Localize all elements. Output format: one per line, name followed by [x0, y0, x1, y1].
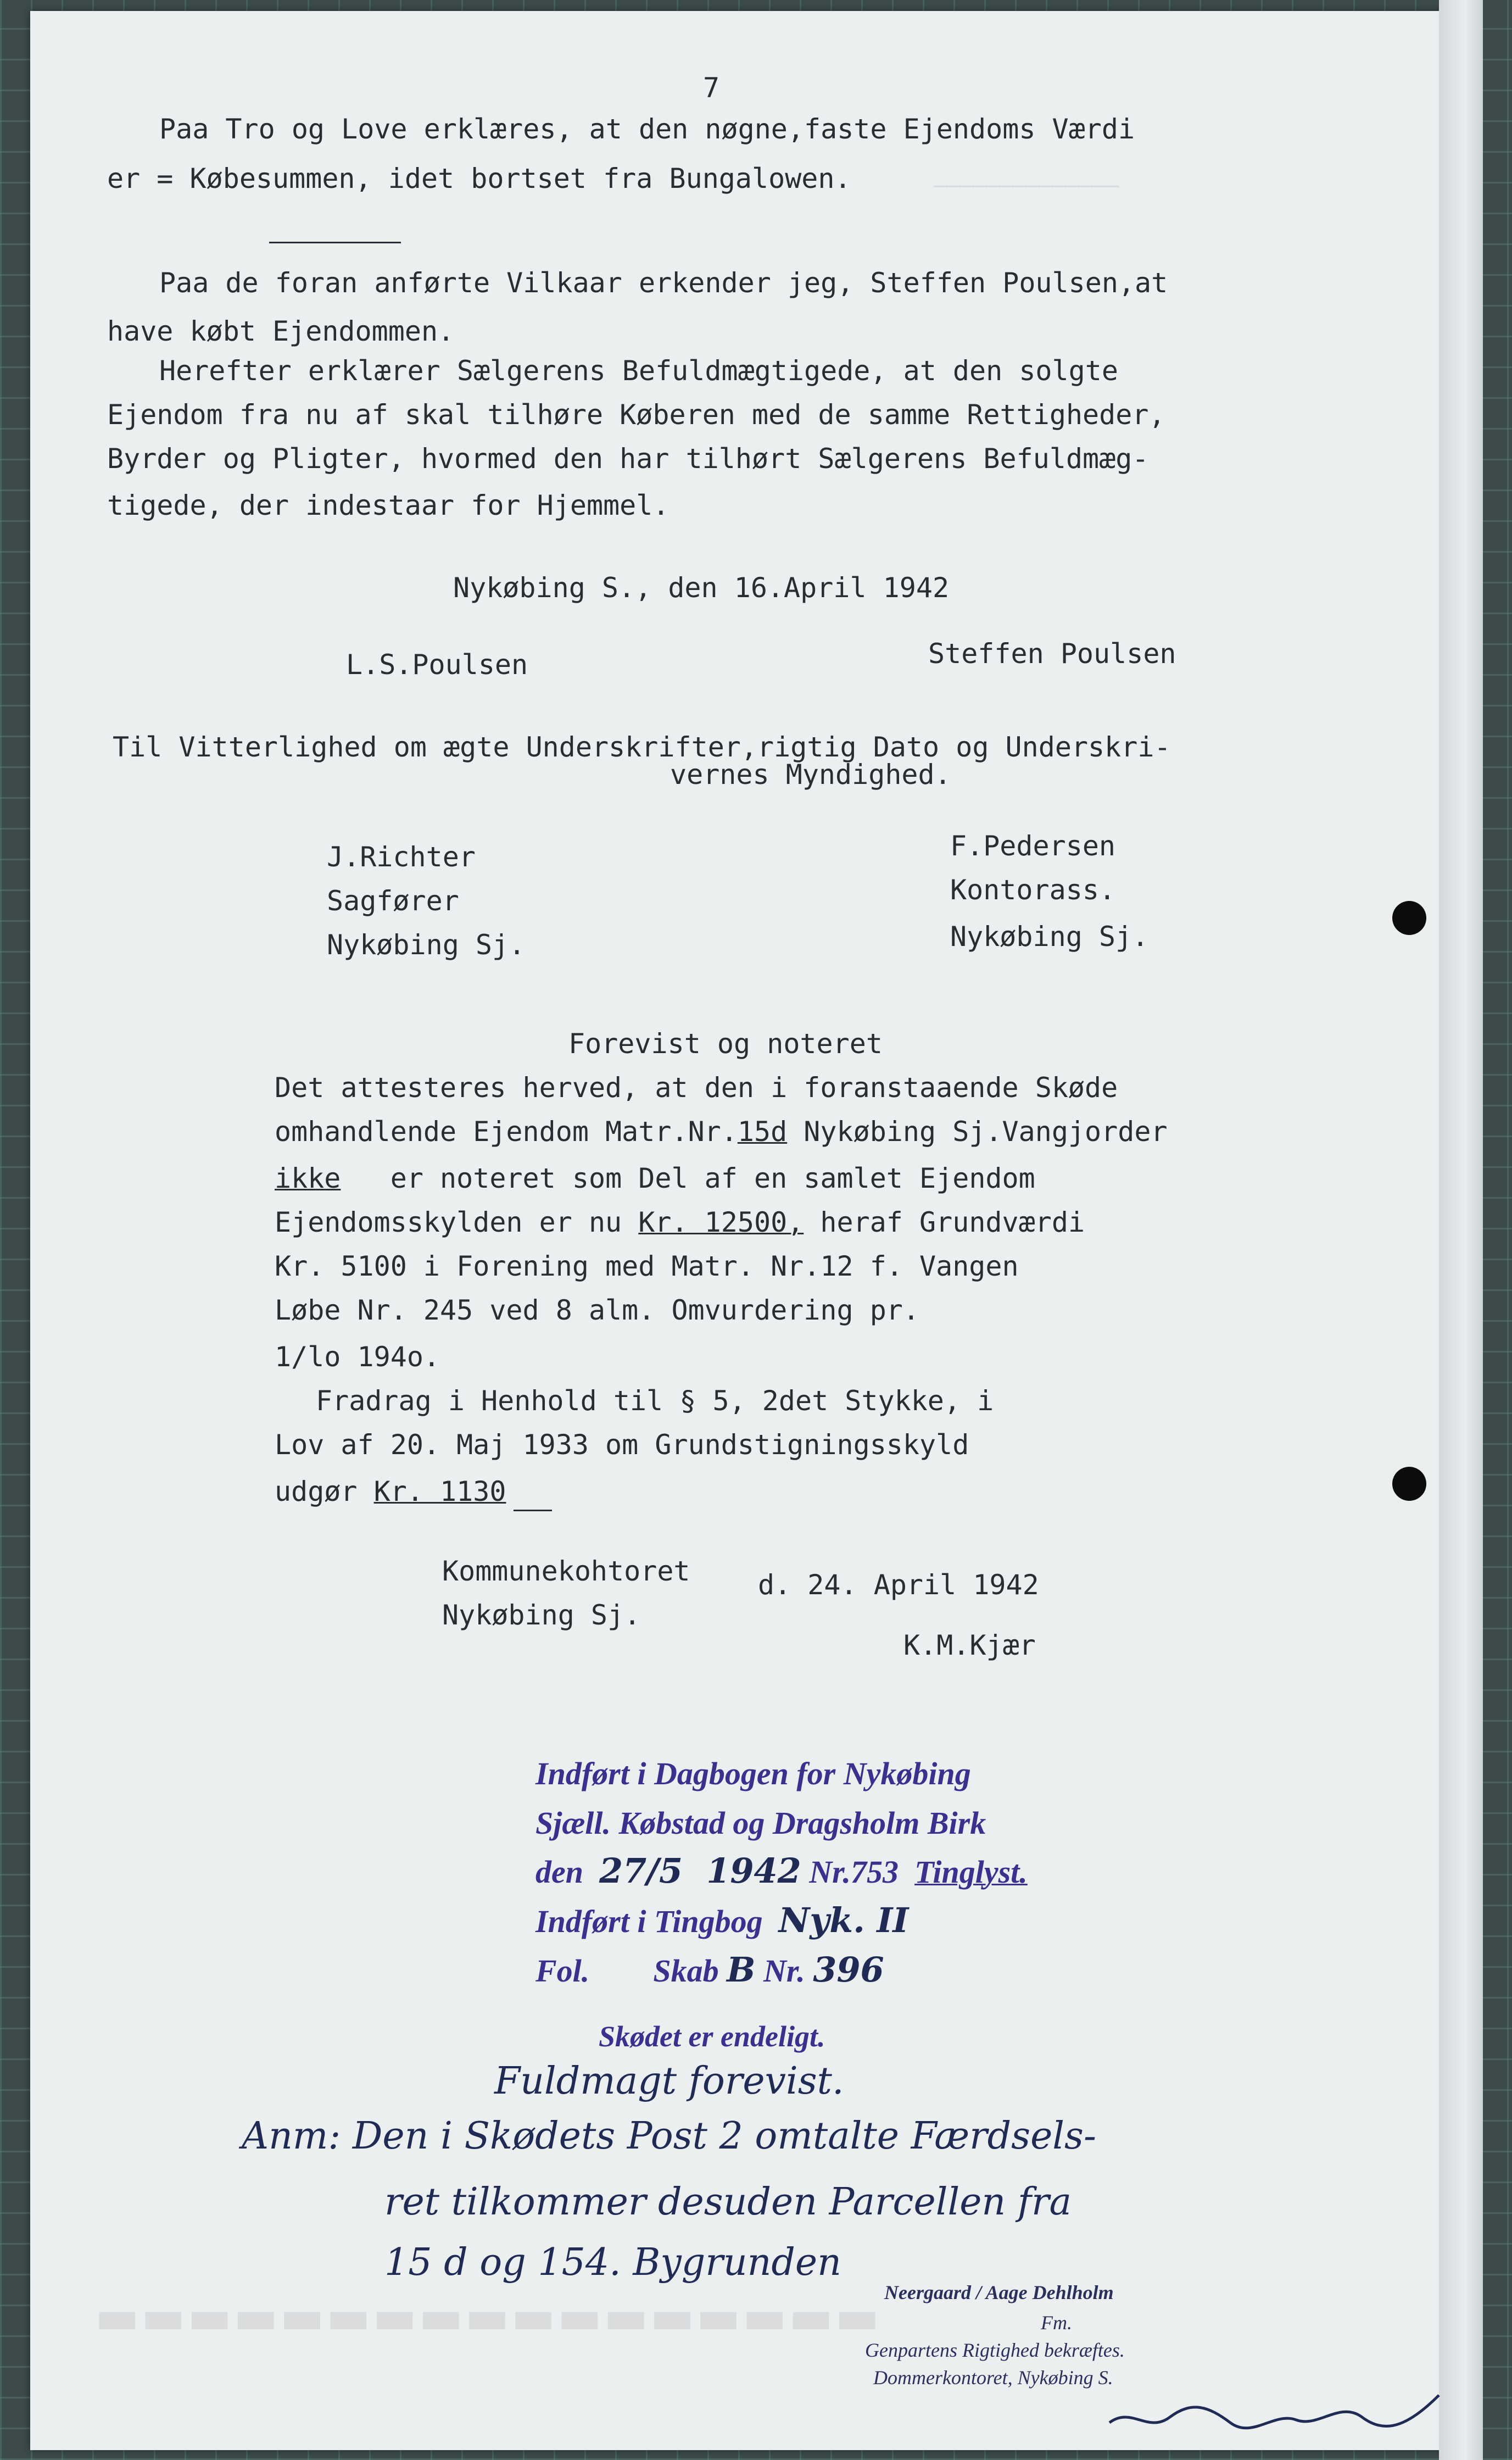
office-date: d. 24. April 1942 [758, 1569, 1039, 1601]
bleed-through-banner: ▬▬▬▬▬▬▬▬▬▬▬▬▬▬▬▬▬ [99, 2280, 885, 2351]
statement-line: Ejendom fra nu af skal tilhøre Køberen med de samme Rettigheder, [107, 399, 1165, 431]
registry-line: Ejendomsskylden er nu Kr. 12500, heraf Grundværdi [275, 1206, 1085, 1238]
page-fold [1439, 0, 1483, 2460]
bleed-through: ────────────── [934, 174, 1119, 199]
punch-hole [1392, 1467, 1426, 1501]
stamp-line: Fol. Skab B Nr. 396 [535, 1950, 884, 1990]
witness-right-title: Kontorass. [950, 874, 1116, 906]
page-number: 7 [703, 72, 720, 104]
registry-line: omhandlende Ejendom Matr.Nr.15d Nykøbing Sj.Vangjorder [275, 1116, 1168, 1148]
registry-heading: Forevist og noteret [568, 1028, 883, 1060]
statement-line: Byrder og Pligter, hvormed den har tilhørt Sælgerens Befuldmæg- [107, 443, 1149, 475]
stamp-line: den 27/5 1942 Nr.753 Tinglyst. [535, 1851, 1028, 1891]
separator-rule [269, 242, 401, 243]
signature-buyer: Steffen Poulsen [928, 638, 1176, 670]
punch-hole [1392, 901, 1426, 935]
witness-left-place: Nykøbing Sj. [327, 929, 526, 961]
cert-line: Fm. [1041, 2312, 1072, 2334]
cert-line: Neergaard / Aage Dehlholm [884, 2281, 1114, 2303]
registry-line: Fradrag i Henhold til § 5, 2det Stykke, i [316, 1385, 994, 1417]
cert-line: Dommerkontoret, Nykøbing S. [873, 2367, 1113, 2389]
statement-line: Herefter erklærer Sælgerens Befuldmægtigede, at den solgte [159, 355, 1118, 387]
office-signer: K.M.Kjær [903, 1629, 1036, 1661]
statement-line: Paa de foran anførte Vilkaar erkender jeg, Steffen Poulsen,at [159, 267, 1168, 299]
witness-left-name: J.Richter [327, 841, 476, 873]
office-name: Kommunekohtoret [442, 1555, 690, 1587]
stamp-line: Indført i Tingbog Nyk. II [535, 1900, 909, 1940]
registry-line: Løbe Nr. 245 ved 8 alm. Omvurdering pr. [275, 1294, 919, 1326]
office-place: Nykøbing Sj. [442, 1599, 641, 1631]
registry-line: Det attesteres herved, at den i foranstaaende Skøde [275, 1072, 1118, 1104]
registry-line: Kr. 5100 i Forening med Matr. Nr.12 f. Vangen [275, 1250, 1019, 1282]
registry-line: udgør Kr. 1130 [275, 1476, 506, 1507]
declaration-line: er = Købesummen, idet bortset fra Bungalowen. [107, 163, 851, 194]
registry-line: ikke er noteret som Del af en samlet Ejendom [275, 1162, 1035, 1194]
registry-line: 1/lo 194o. [275, 1341, 440, 1373]
cert-line: Genpartens Rigtighed bekræftes. [865, 2339, 1125, 2361]
handwritten-note: Fuldmagt forevist. [494, 2060, 844, 2103]
statement-line: have købt Ejendommen. [107, 315, 455, 347]
handwritten-note: Anm: Den i Skødets Post 2 omtalte Færdsels- [242, 2114, 1096, 2158]
declaration-line: Paa Tro og Love erklæres, at den nøgne,faste Ejendoms Værdi [159, 113, 1135, 145]
handwritten-signature [1098, 2384, 1450, 2445]
witness-left-title: Sagfører [327, 885, 459, 917]
witness-right-place: Nykøbing Sj. [950, 921, 1149, 953]
stamp-line: Indført i Dagbogen for Nykøbing [535, 1756, 971, 1791]
stamp-line: Sjæll. Købstad og Dragsholm Birk [535, 1805, 986, 1841]
underline-extension [514, 1510, 552, 1511]
stamp-final: Skødet er endeligt. [599, 2020, 825, 2053]
handwritten-note: 15 d og 154. Bygrunden [384, 2241, 841, 2284]
registry-line: Lov af 20. Maj 1933 om Grundstigningsskyld [275, 1429, 969, 1461]
witness-line: Til Vitterlighed om ægte Underskrifter,rigtig Dato og Underskri- [113, 731, 1171, 763]
witness-line: vernes Myndighed. [670, 759, 951, 791]
witness-right-name: F.Pedersen [950, 830, 1116, 862]
statement-line: tigede, der indestaar for Hjemmel. [107, 489, 669, 521]
signature-seller: L.S.Poulsen [346, 649, 528, 681]
place-date: Nykøbing S., den 16.April 1942 [453, 572, 950, 604]
handwritten-note: ret tilkommer desuden Parcellen fra [384, 2180, 1072, 2224]
